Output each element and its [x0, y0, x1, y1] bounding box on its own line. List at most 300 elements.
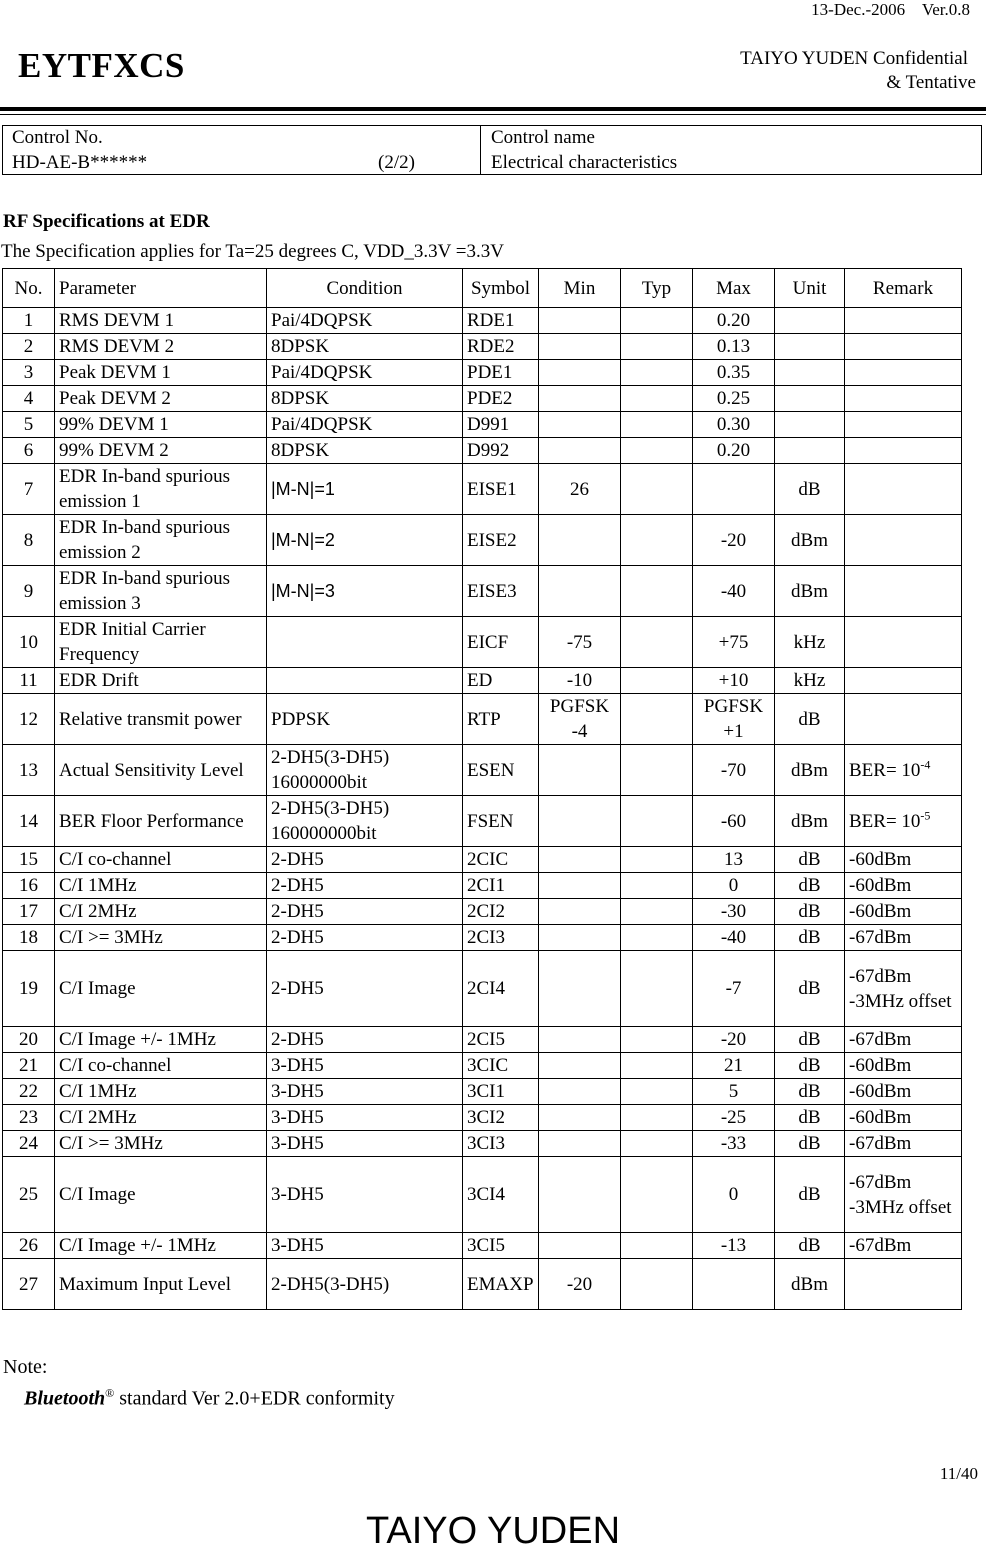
row-no-text: 9	[23, 580, 34, 602]
row-symbol-text: 3CI2	[467, 1107, 505, 1128]
row-no	[3, 334, 55, 360]
row-unit	[775, 617, 845, 668]
table-row	[3, 360, 962, 386]
row-condition	[267, 847, 463, 873]
row-no	[3, 1105, 55, 1131]
table-row	[3, 566, 962, 617]
row-condition	[267, 1105, 463, 1131]
table-row	[3, 873, 962, 899]
row-max-text: 0	[728, 1184, 739, 1205]
row-max	[693, 925, 775, 951]
row-condition	[267, 925, 463, 951]
row-unit	[775, 438, 845, 464]
row-symbol	[463, 1105, 539, 1131]
row-no-text: 26	[19, 1235, 38, 1256]
confidential-label: TAIYO YUDEN Confidential	[740, 48, 968, 69]
row-max	[693, 515, 775, 566]
row-symbol	[463, 515, 539, 566]
row-min	[539, 386, 621, 412]
row-typ	[621, 873, 693, 899]
row-unit-text: kHz	[793, 670, 826, 691]
row-symbol	[463, 617, 539, 668]
row-typ	[621, 308, 693, 334]
row-min	[539, 694, 621, 745]
row-no-text: 24	[19, 1133, 38, 1154]
row-condition	[267, 1079, 463, 1105]
row-unit-text: dBm	[791, 759, 828, 781]
row-min	[539, 515, 621, 566]
row-no	[3, 847, 55, 873]
row-condition	[267, 1233, 463, 1259]
row-parameter-text: EDR In-band spurious emission 2	[59, 517, 230, 563]
row-no-text: 6	[23, 440, 34, 461]
row-min	[539, 925, 621, 951]
control-info-box	[2, 125, 982, 175]
row-condition-text: 3-DH5	[271, 1184, 324, 1205]
row-parameter-text: EDR In-band spurious emission 1	[59, 466, 230, 512]
spec-condition: The Specification applies for Ta=25 degrees C, VDD_3.3V =3.3V	[1, 241, 504, 262]
row-remark-text: -67dBm	[849, 927, 912, 948]
row-condition-text: 3-DH5	[271, 1107, 324, 1128]
row-condition	[267, 412, 463, 438]
rf-spec-table	[2, 268, 962, 1310]
row-unit-text: dB	[798, 1055, 821, 1076]
table-row	[3, 1259, 962, 1310]
row-condition	[267, 694, 463, 745]
row-max-text: -33	[720, 1133, 747, 1154]
row-symbol-text: 3CI4	[467, 1184, 505, 1205]
row-no-text: 21	[19, 1055, 38, 1076]
row-typ	[621, 668, 693, 694]
control-no-label: Control No.	[12, 127, 103, 148]
row-condition	[267, 464, 463, 515]
row-no	[3, 694, 55, 745]
row-symbol-text: 3CI1	[467, 1081, 505, 1102]
row-unit-text: dB	[798, 1029, 821, 1050]
row-typ	[621, 1157, 693, 1233]
row-unit	[775, 515, 845, 566]
row-symbol	[463, 1079, 539, 1105]
row-min	[539, 1105, 621, 1131]
table-body	[3, 308, 962, 1310]
row-max	[693, 412, 775, 438]
row-min	[539, 668, 621, 694]
row-max-text: 0	[728, 875, 739, 896]
row-no	[3, 1131, 55, 1157]
row-symbol	[463, 847, 539, 873]
row-condition-text: |M-N|=1	[271, 478, 335, 499]
footer-company: TAIYO YUDEN	[365, 1510, 621, 1552]
row-symbol	[463, 1131, 539, 1157]
row-parameter	[55, 925, 267, 951]
row-condition	[267, 386, 463, 412]
row-max-text: 0.35	[716, 362, 751, 383]
row-max	[693, 745, 775, 796]
row-unit	[775, 796, 845, 847]
row-max-text: 21	[724, 1055, 743, 1076]
row-symbol-text: 2CI1	[467, 875, 505, 896]
row-condition-text: 2-DH5	[271, 849, 324, 870]
row-unit-text: dB	[798, 927, 821, 948]
row-remark-text: -60dBm	[849, 849, 912, 870]
row-min	[539, 1027, 621, 1053]
row-condition-text: 2-DH5(3-DH5) 160000000bit	[271, 798, 390, 844]
row-symbol-text: RDE1	[467, 310, 515, 331]
row-condition	[267, 951, 463, 1027]
table-row	[3, 694, 962, 745]
row-unit	[775, 464, 845, 515]
row-remark	[845, 694, 962, 745]
row-remark	[845, 899, 962, 925]
row-no-text: 11	[19, 670, 38, 691]
row-unit	[775, 1027, 845, 1053]
row-max-text: -7	[725, 978, 742, 999]
row-no	[3, 925, 55, 951]
row-parameter	[55, 617, 267, 668]
row-parameter-text: C/I Image +/- 1MHz	[59, 1235, 216, 1256]
row-unit-text: dB	[798, 1235, 821, 1256]
row-max	[693, 566, 775, 617]
row-no	[3, 464, 55, 515]
row-symbol-text: D992	[467, 440, 510, 461]
row-typ	[621, 1053, 693, 1079]
row-condition	[267, 796, 463, 847]
row-unit-text: dB	[798, 901, 821, 922]
row-condition	[267, 1157, 463, 1233]
row-symbol	[463, 694, 539, 745]
row-parameter-text: RMS DEVM 2	[59, 336, 175, 357]
row-condition-text: 2-DH5	[271, 875, 324, 896]
row-remark	[845, 386, 962, 412]
row-unit	[775, 566, 845, 617]
row-unit	[775, 1053, 845, 1079]
row-no-text: 14	[19, 810, 38, 832]
row-typ	[621, 438, 693, 464]
row-max-text: -20	[720, 1029, 747, 1050]
page-number: 11/40	[939, 1464, 978, 1483]
row-remark-text: -60dBm	[849, 901, 912, 922]
row-unit-text: dBm	[791, 810, 828, 832]
row-typ	[621, 847, 693, 873]
row-parameter-text: C/I >= 3MHz	[59, 927, 163, 948]
row-parameter	[55, 1233, 267, 1259]
row-symbol	[463, 334, 539, 360]
row-unit	[775, 1079, 845, 1105]
row-remark-text: -60dBm	[849, 875, 912, 896]
row-condition-text: 3-DH5	[271, 1133, 324, 1154]
row-condition-text: 3-DH5	[271, 1081, 324, 1102]
row-min	[539, 1079, 621, 1105]
note-text	[24, 1386, 395, 1411]
row-min	[539, 566, 621, 617]
row-parameter-text: C/I co-channel	[59, 849, 172, 870]
row-typ	[621, 566, 693, 617]
row-condition	[267, 1027, 463, 1053]
remark-exponent: -5	[920, 808, 931, 823]
row-parameter	[55, 308, 267, 334]
row-no	[3, 873, 55, 899]
row-unit	[775, 1131, 845, 1157]
row-unit	[775, 360, 845, 386]
row-parameter	[55, 951, 267, 1027]
row-remark-text: -67dBm -3MHz offset	[849, 965, 952, 1012]
row-symbol-text: EMAXP	[467, 1273, 534, 1295]
row-min	[539, 847, 621, 873]
row-remark	[845, 438, 962, 464]
row-min	[539, 308, 621, 334]
header-symbol: Symbol	[463, 269, 539, 308]
row-remark	[845, 566, 962, 617]
table-row	[3, 1131, 962, 1157]
row-unit-text: dB	[798, 978, 821, 999]
row-no	[3, 438, 55, 464]
row-symbol	[463, 873, 539, 899]
row-typ	[621, 1027, 693, 1053]
row-symbol-text: 2CIC	[467, 849, 509, 870]
row-symbol	[463, 1259, 539, 1310]
row-symbol	[463, 796, 539, 847]
row-no-text: 8	[23, 529, 34, 551]
row-parameter-text: C/I 1MHz	[59, 1081, 137, 1102]
row-unit-text: kHz	[793, 631, 826, 653]
row-max-text: +10	[718, 670, 749, 691]
row-symbol-text: ED	[467, 670, 493, 691]
row-parameter	[55, 873, 267, 899]
table-row	[3, 1079, 962, 1105]
row-condition	[267, 1131, 463, 1157]
row-min	[539, 1157, 621, 1233]
row-parameter-text: C/I 2MHz	[59, 901, 137, 922]
row-condition	[267, 360, 463, 386]
table-header-row	[3, 269, 962, 308]
row-remark-text: BER= 10	[849, 759, 921, 781]
row-symbol	[463, 668, 539, 694]
header-typ: Typ	[621, 269, 693, 308]
row-symbol-text: EISE2	[467, 529, 517, 551]
row-typ	[621, 360, 693, 386]
row-symbol-text: ESEN	[467, 759, 515, 781]
table-row	[3, 438, 962, 464]
row-min	[539, 796, 621, 847]
row-condition-text: |M-N|=3	[271, 580, 335, 601]
row-unit	[775, 899, 845, 925]
row-unit	[775, 334, 845, 360]
row-condition-text: |M-N|=2	[271, 529, 335, 550]
row-min-text: -75	[566, 631, 593, 653]
row-typ	[621, 694, 693, 745]
row-max	[693, 334, 775, 360]
row-parameter-text: 99% DEVM 1	[59, 414, 169, 435]
row-symbol-text: PDE2	[467, 388, 513, 409]
row-symbol-text: 3CI3	[467, 1133, 505, 1154]
row-max	[693, 668, 775, 694]
row-no-text: 15	[19, 849, 38, 870]
row-max-text: -25	[720, 1107, 747, 1128]
row-parameter-text: Relative transmit power	[59, 708, 242, 730]
row-parameter	[55, 464, 267, 515]
row-remark	[845, 334, 962, 360]
row-min	[539, 951, 621, 1027]
row-no-text: 1	[23, 310, 34, 331]
row-unit	[775, 1157, 845, 1233]
row-parameter	[55, 694, 267, 745]
row-symbol	[463, 386, 539, 412]
row-min	[539, 873, 621, 899]
row-max-text: PGFSK +1	[703, 696, 764, 742]
row-unit-text: dBm	[791, 1273, 828, 1295]
row-no-text: 5	[23, 414, 34, 435]
row-symbol	[463, 464, 539, 515]
row-unit	[775, 412, 845, 438]
row-unit-text: dB	[798, 1107, 821, 1128]
row-max	[693, 1259, 775, 1310]
row-no	[3, 386, 55, 412]
row-remark	[845, 412, 962, 438]
row-no-text: 16	[19, 875, 38, 896]
row-no-text: 22	[19, 1081, 38, 1102]
table-row	[3, 308, 962, 334]
row-max	[693, 1079, 775, 1105]
bluetooth-brand: Bluetooth	[24, 1387, 106, 1410]
row-parameter-text: Maximum Input Level	[59, 1273, 232, 1295]
row-remark-text: -67dBm	[849, 1235, 912, 1256]
row-symbol-text: PDE1	[467, 362, 513, 383]
row-max	[693, 617, 775, 668]
row-parameter-text: C/I co-channel	[59, 1055, 172, 1076]
row-parameter	[55, 1079, 267, 1105]
row-symbol	[463, 899, 539, 925]
row-max-text: -20	[720, 529, 747, 551]
row-condition-text: Pai/4DQPSK	[271, 362, 373, 383]
row-parameter-text: Actual Sensitivity Level	[59, 759, 244, 781]
table-row	[3, 847, 962, 873]
row-unit	[775, 694, 845, 745]
row-remark-text: -60dBm	[849, 1107, 912, 1128]
row-parameter-text: C/I >= 3MHz	[59, 1133, 163, 1154]
row-condition	[267, 308, 463, 334]
row-no-text: 23	[19, 1107, 38, 1128]
table-row	[3, 1157, 962, 1233]
control-name-value: Electrical characteristics	[491, 152, 678, 173]
row-unit-text: dB	[798, 708, 821, 730]
row-symbol	[463, 566, 539, 617]
row-max-text: -13	[720, 1235, 747, 1256]
row-symbol	[463, 1157, 539, 1233]
row-parameter	[55, 847, 267, 873]
row-no-text: 25	[19, 1184, 38, 1205]
row-unit-text: dBm	[791, 580, 828, 602]
row-condition-text: Pai/4DQPSK	[271, 310, 373, 331]
row-no-text: 7	[23, 478, 34, 500]
row-min	[539, 334, 621, 360]
row-parameter	[55, 1053, 267, 1079]
control-no-value: HD-AE-B******	[12, 152, 148, 173]
row-condition	[267, 1053, 463, 1079]
row-condition	[267, 668, 463, 694]
row-remark	[845, 1079, 962, 1105]
row-condition-text: 2-DH5	[271, 1029, 324, 1050]
row-min	[539, 745, 621, 796]
row-no-text: 12	[19, 708, 38, 730]
row-no	[3, 1079, 55, 1105]
row-symbol	[463, 925, 539, 951]
table-row	[3, 1027, 962, 1053]
row-unit	[775, 745, 845, 796]
control-page-part: (2/2)	[378, 152, 415, 173]
row-max	[693, 1233, 775, 1259]
header-no: No.	[3, 269, 55, 308]
row-no-text: 13	[19, 759, 38, 781]
row-parameter	[55, 566, 267, 617]
row-remark	[845, 873, 962, 899]
row-max	[693, 1131, 775, 1157]
row-no	[3, 566, 55, 617]
row-parameter	[55, 1259, 267, 1310]
row-condition-text: PDPSK	[271, 708, 331, 730]
row-min	[539, 438, 621, 464]
row-parameter	[55, 515, 267, 566]
row-unit	[775, 308, 845, 334]
row-unit	[775, 668, 845, 694]
row-no-text: 4	[23, 388, 34, 409]
row-parameter	[55, 899, 267, 925]
row-symbol-text: FSEN	[467, 810, 514, 832]
row-condition-text: 3-DH5	[271, 1055, 324, 1076]
table-row	[3, 899, 962, 925]
row-condition	[267, 899, 463, 925]
row-no-text: 19	[19, 978, 38, 999]
row-typ	[621, 1259, 693, 1310]
row-no	[3, 1157, 55, 1233]
table-row	[3, 464, 962, 515]
row-parameter	[55, 1105, 267, 1131]
row-max-text: 13	[724, 849, 743, 870]
header-rule-thick	[0, 107, 986, 111]
row-parameter-text: BER Floor Performance	[59, 810, 244, 832]
row-no	[3, 1053, 55, 1079]
table-row	[3, 796, 962, 847]
row-unit	[775, 386, 845, 412]
row-max-text: -40	[720, 927, 747, 948]
row-symbol	[463, 1053, 539, 1079]
row-no	[3, 617, 55, 668]
row-condition	[267, 617, 463, 668]
header-min: Min	[539, 269, 621, 308]
header-max: Max	[693, 269, 775, 308]
row-typ	[621, 1131, 693, 1157]
row-min	[539, 1053, 621, 1079]
row-unit-text: dB	[798, 1133, 821, 1154]
row-min-text: 26	[570, 478, 589, 500]
row-no-text: 10	[19, 631, 38, 653]
row-unit	[775, 873, 845, 899]
row-remark	[845, 617, 962, 668]
row-symbol-text: 2CI5	[467, 1029, 505, 1050]
row-remark-text: BER= 10	[849, 810, 921, 832]
row-symbol	[463, 360, 539, 386]
row-unit	[775, 1259, 845, 1310]
row-no-text: 18	[19, 927, 38, 948]
document-date-version	[811, 0, 970, 20]
row-symbol-text: 3CIC	[467, 1055, 509, 1076]
row-no	[3, 1027, 55, 1053]
row-condition-text: 3-DH5	[271, 1235, 324, 1256]
row-symbol-text: 2CI3	[467, 927, 505, 948]
row-symbol-text: EICF	[467, 631, 509, 653]
row-condition	[267, 1259, 463, 1310]
row-no	[3, 1233, 55, 1259]
row-remark	[845, 668, 962, 694]
